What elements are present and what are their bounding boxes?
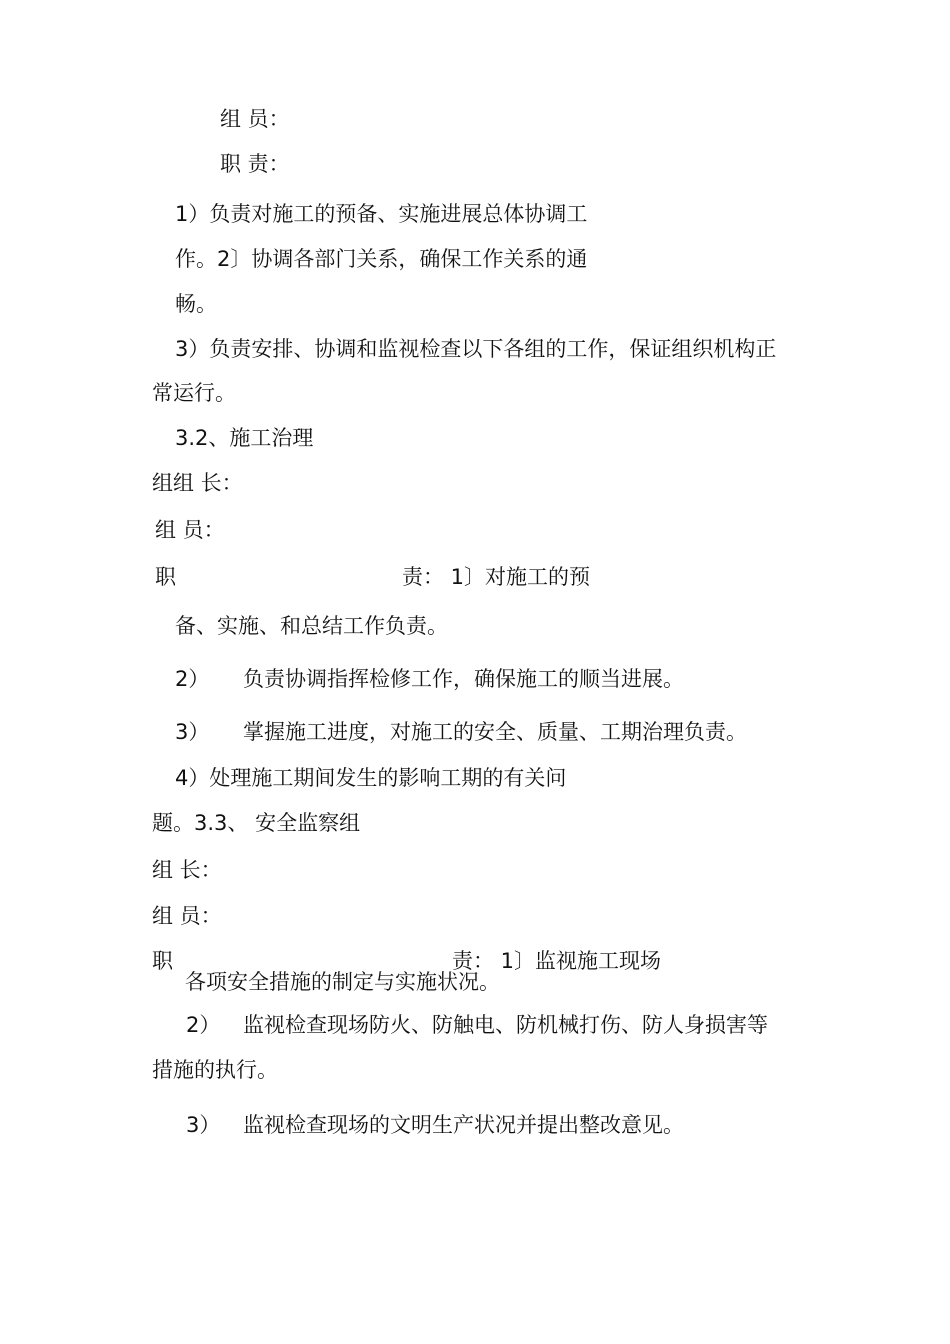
leader-label: 组组 长： [152, 471, 243, 495]
paragraph-line: 4）处理施工期间发生的影响工期的有关问 [175, 766, 567, 790]
item-number: 3） [175, 720, 210, 744]
duty-label-start: 职 [152, 949, 173, 973]
leader-label: 组 长： [152, 858, 222, 882]
item-text: 掌握施工进度，对施工的安全、质量、工期治理负责。 [243, 720, 747, 744]
item-number: 2） [186, 1013, 221, 1037]
paragraph-line: 畅。 [175, 292, 217, 316]
item-text: 监视检查现场的文明生产状况并提出整改意见。 [243, 1113, 684, 1137]
section-heading: 题。3.3、 安全监察组 [152, 811, 361, 835]
item-number: 2） [175, 667, 210, 691]
paragraph-line: 各项安全措施的制定与实施状况。 [185, 970, 500, 994]
item-text: 负责协调指挥检修工作，确保施工的顺当进展。 [243, 667, 684, 691]
paragraph-line: 3）负责安排、协调和监视检查以下各组的工作，保证组织机构正 [175, 337, 777, 361]
section-heading: 3.2、施工治理 [175, 426, 314, 450]
paragraph-line: 措施的执行。 [152, 1058, 278, 1082]
paragraph-line: 常运行。 [152, 381, 236, 405]
duty-label: 职 责： [220, 152, 290, 176]
member-label: 组 员： [155, 518, 225, 542]
duty-label-start: 职 [155, 565, 176, 589]
team-member-label: 组 员： [220, 107, 290, 131]
paragraph-line: 1）负责对施工的预备、实施进展总体协调工 [175, 202, 588, 226]
member-label: 组 员： [152, 904, 222, 928]
item-number: 3） [186, 1113, 221, 1137]
duty-label-rest: 责： 1〕对施工的预 [402, 565, 591, 589]
duty-label-rest: 责： 1〕监视施工现场 [452, 949, 662, 973]
item-text: 监视检查现场防火、防触电、防机械打伤、防人身损害等 [243, 1013, 768, 1037]
paragraph-line: 备、实施、和总结工作负责。 [175, 614, 448, 638]
paragraph-line: 作。2〕协调各部门关系，确保工作关系的通 [175, 247, 588, 271]
